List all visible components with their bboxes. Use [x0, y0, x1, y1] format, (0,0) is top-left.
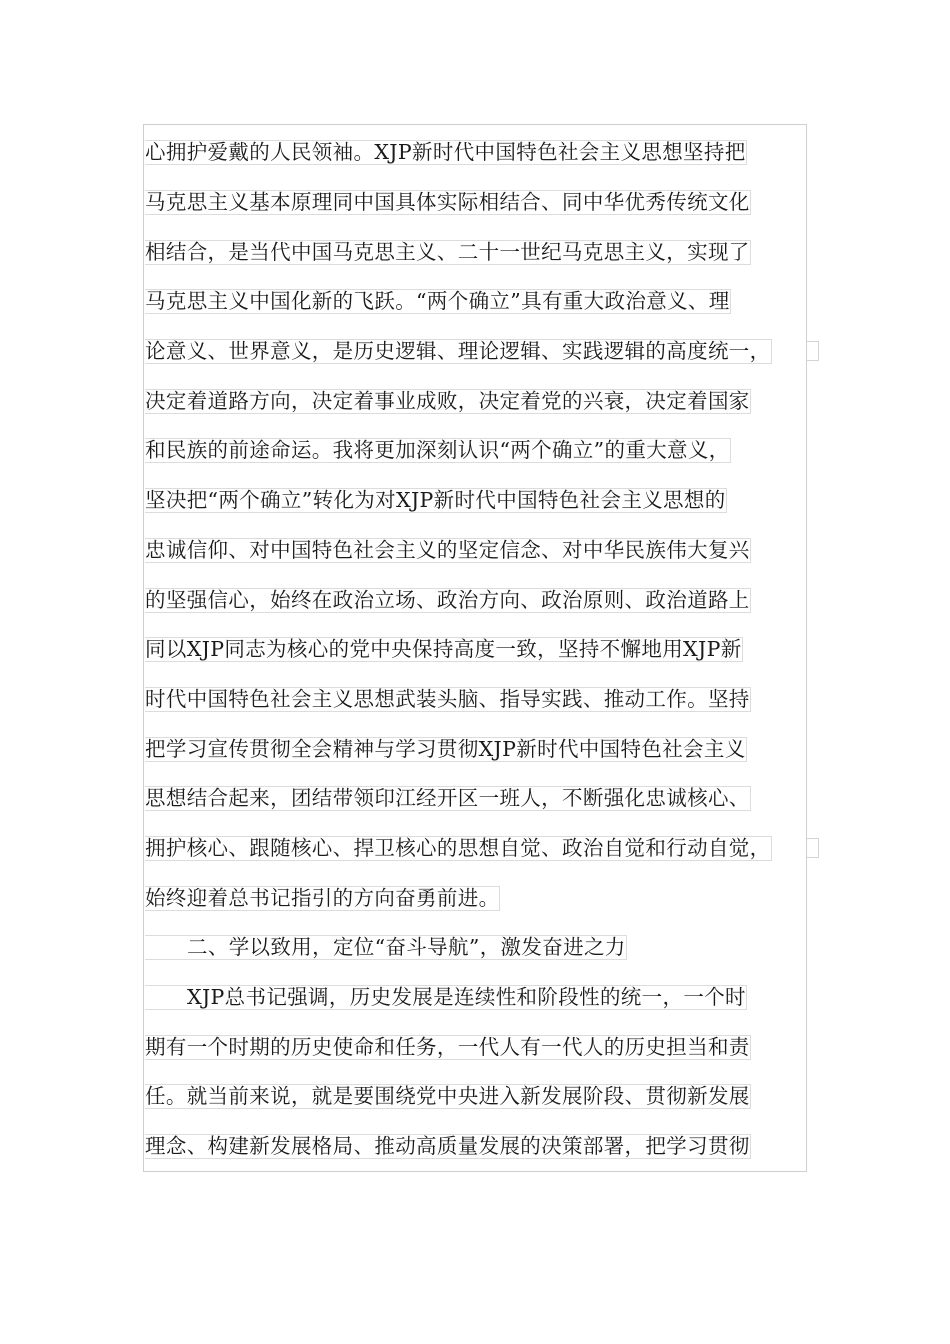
margin-mark [806, 341, 819, 361]
text-line: 心拥护爱戴的人民领袖。XJP新时代中国特色社会主义思想坚持把 [145, 140, 746, 164]
text-line: 和民族的前途命运。我将更加深刻认识“两个确立”的重大意义， [145, 438, 730, 462]
text-line: 任。就当前来说，就是要围绕党中央进入新发展阶段、贯彻新发展 [145, 1084, 750, 1108]
text-line: 论意义、世界意义，是历史逻辑、理论逻辑、实践逻辑的高度统一， [145, 339, 771, 363]
text-line: 坚决把“两个确立”转化为对XJP新时代中国特色社会主义思想的 [145, 488, 726, 512]
text-line: 相结合，是当代中国马克思主义、二十一世纪马克思主义，实现了 [145, 240, 750, 264]
margin-mark [806, 838, 819, 858]
text-line: 把学习宣传贯彻全会精神与学习贯彻XJP新时代中国特色社会主义 [145, 737, 746, 761]
text-line: 决定着道路方向，决定着事业成败，决定着党的兴衰，决定着国家 [145, 389, 750, 413]
section-heading: 二、学以致用，定位“奋斗导航”，激发奋进之力 [145, 935, 627, 960]
text-line: 马克思主义中国化新的飞跃。“两个确立”具有重大政治意义、理 [145, 289, 730, 313]
text-line: 始终迎着总书记指引的方向奋勇前进。 [145, 886, 500, 910]
text-line: 忠诚信仰、对中国特色社会主义的坚定信念、对中华民族伟大复兴 [145, 538, 750, 562]
text-line: 同以XJP同志为核心的党中央保持高度一致，坚持不懈地用XJP新 [145, 637, 742, 661]
text-line: 时代中国特色社会主义思想武装头脑、指导实践、推动工作。坚持 [145, 687, 750, 711]
text-line: 思想结合起来，团结带领印江经开区一班人，不断强化忠诚核心、 [145, 786, 750, 810]
text-line: 期有一个时期的历史使命和任务，一代人有一代人的历史担当和责 [145, 1035, 750, 1059]
text-line: 的坚强信心，始终在政治立场、政治方向、政治原则、政治道路上 [145, 588, 750, 612]
text-line: 理念、构建新发展格局、推动高质量发展的决策部署，把学习贯彻 [145, 1134, 750, 1158]
text-line: XJP总书记强调，历史发展是连续性和阶段性的统一，一个时 [145, 985, 747, 1010]
text-line: 拥护核心、跟随核心、捍卫核心的思想自觉、政治自觉和行动自觉， [145, 836, 771, 860]
text-line: 马克思主义基本原理同中国具体实际相结合、同中华优秀传统文化 [145, 190, 750, 214]
